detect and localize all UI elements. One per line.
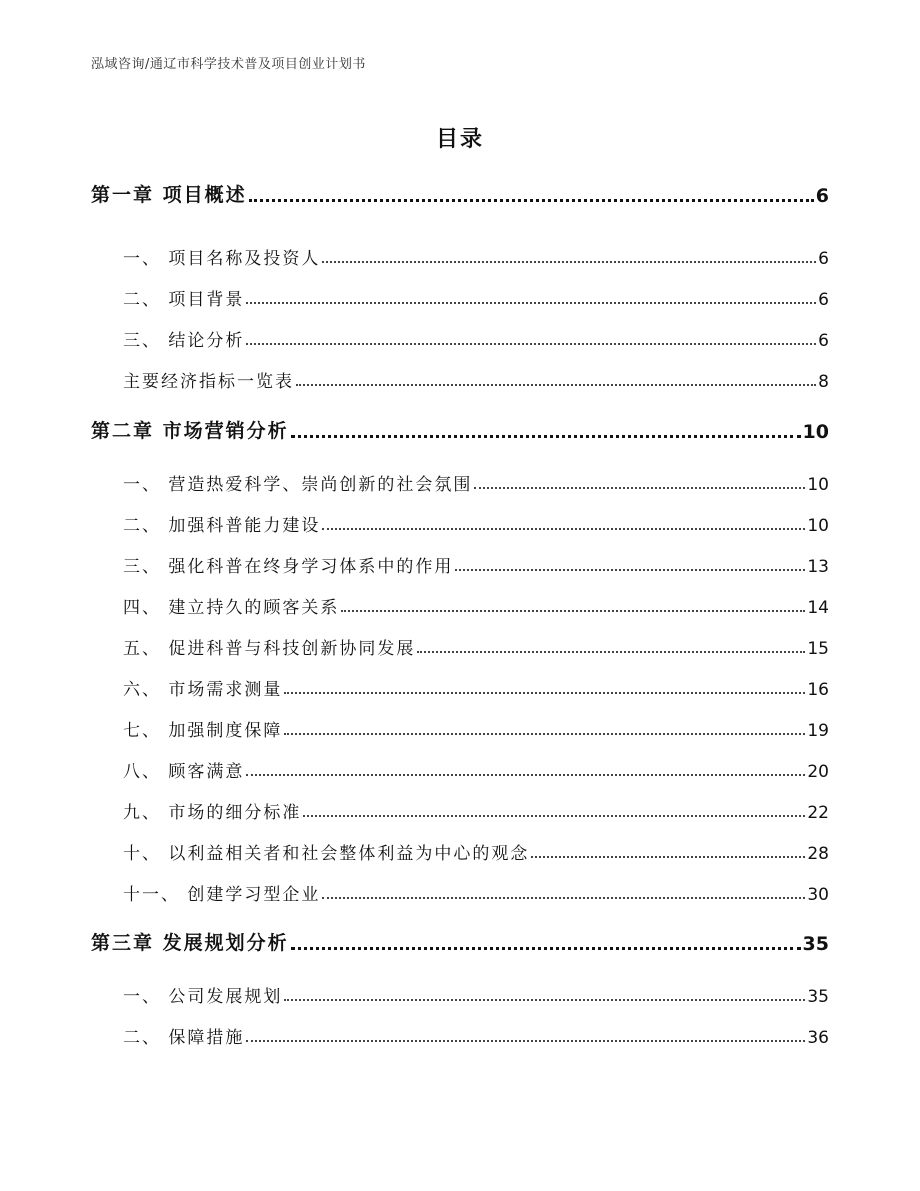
toc-section[interactable] xyxy=(0,553,920,577)
toc-section[interactable] xyxy=(0,799,920,823)
toc-label: 主要经济指标一览表 xyxy=(123,372,294,392)
toc-leader xyxy=(474,487,805,489)
toc-label: 六、 市场需求测量 xyxy=(123,680,283,700)
toc-leader xyxy=(284,733,805,735)
toc-page-number: 30 xyxy=(807,885,829,905)
toc-page-number: 16 xyxy=(807,680,829,700)
toc-label: 三、 结论分析 xyxy=(123,331,245,351)
toc-page-number: 8 xyxy=(818,372,829,392)
toc-page-number: 6 xyxy=(818,249,829,269)
toc-leader xyxy=(296,384,816,386)
toc-label: 一、 营造热爱科学、崇尚创新的社会氛围 xyxy=(123,475,473,495)
toc-label: 二、 项目背景 xyxy=(123,290,245,310)
toc-page-number: 10 xyxy=(807,516,829,536)
toc-page-number: 35 xyxy=(802,933,829,955)
toc-label: 十、 以利益相关者和社会整体利益为中心的观念 xyxy=(123,844,530,864)
toc-page-number: 10 xyxy=(807,475,829,495)
toc-label: 第二章 市场营销分析 xyxy=(91,420,289,442)
toc-leader xyxy=(284,692,805,694)
toc-label: 一、 项目名称及投资人 xyxy=(123,249,321,269)
toc-title: 目录 xyxy=(435,127,484,152)
toc-leader xyxy=(246,1040,805,1042)
toc-section[interactable] xyxy=(0,840,920,864)
toc-label: 五、 促进科普与科技创新协同发展 xyxy=(123,639,416,659)
toc-leader xyxy=(291,435,801,438)
toc-page-number: 6 xyxy=(815,185,829,207)
toc-page-number: 6 xyxy=(818,290,829,310)
toc-label: 二、 保障措施 xyxy=(123,1028,245,1048)
toc-leader xyxy=(291,947,801,950)
toc-chapter[interactable] xyxy=(0,183,920,207)
toc-section[interactable] xyxy=(0,635,920,659)
page-header: 泓域咨询/通辽市科学技术普及项目创业计划书 xyxy=(91,57,366,72)
toc-page-number: 14 xyxy=(807,598,829,618)
toc-section[interactable] xyxy=(0,471,920,495)
toc-label: 四、 建立持久的顾客关系 xyxy=(123,598,340,618)
toc-section[interactable] xyxy=(0,676,920,700)
toc-page-number: 22 xyxy=(807,803,829,823)
toc-section[interactable] xyxy=(0,758,920,782)
toc-leader xyxy=(531,856,805,858)
toc-label: 九、 市场的细分标准 xyxy=(123,803,302,823)
toc-leader xyxy=(417,651,805,653)
toc-page-number: 6 xyxy=(818,331,829,351)
toc-label: 二、 加强科普能力建设 xyxy=(123,516,321,536)
toc-leader xyxy=(249,199,814,202)
toc-page-number: 20 xyxy=(807,762,829,782)
toc-page-number: 10 xyxy=(802,421,829,443)
toc-label: 十一、 创建学习型企业 xyxy=(123,885,321,905)
toc-leader xyxy=(246,343,816,345)
toc-label: 第三章 发展规划分析 xyxy=(91,932,289,954)
toc-label: 七、 加强制度保障 xyxy=(123,721,283,741)
toc-page-number: 35 xyxy=(807,987,829,1007)
toc-leader xyxy=(322,897,805,899)
toc-leader xyxy=(455,569,805,571)
toc-section[interactable] xyxy=(0,512,920,536)
toc-section[interactable] xyxy=(0,983,920,1007)
toc-page-number: 36 xyxy=(807,1028,829,1048)
toc-section[interactable] xyxy=(0,286,920,310)
toc-page-number: 19 xyxy=(807,721,829,741)
toc-section[interactable] xyxy=(0,368,920,392)
toc-leader xyxy=(303,815,805,817)
toc-label: 一、 公司发展规划 xyxy=(123,987,283,1007)
toc-leader xyxy=(322,528,805,530)
toc-page-number: 28 xyxy=(807,844,829,864)
toc-section[interactable] xyxy=(0,245,920,269)
toc-label: 三、 强化科普在终身学习体系中的作用 xyxy=(123,557,454,577)
toc-chapter[interactable] xyxy=(0,931,920,955)
toc-section[interactable] xyxy=(0,717,920,741)
toc-leader xyxy=(341,610,805,612)
toc-section[interactable] xyxy=(0,881,920,905)
toc-leader xyxy=(246,302,816,304)
toc-page-number: 13 xyxy=(807,557,829,577)
toc-label: 八、 顾客满意 xyxy=(123,762,245,782)
toc-leader xyxy=(284,999,805,1001)
toc-label: 第一章 项目概述 xyxy=(91,184,247,206)
toc-chapter[interactable] xyxy=(0,419,920,443)
toc-page-number: 15 xyxy=(807,639,829,659)
toc-section[interactable] xyxy=(0,1024,920,1048)
toc-section[interactable] xyxy=(0,327,920,351)
toc-leader xyxy=(322,261,816,263)
toc-section[interactable] xyxy=(0,594,920,618)
toc-leader xyxy=(246,774,805,776)
